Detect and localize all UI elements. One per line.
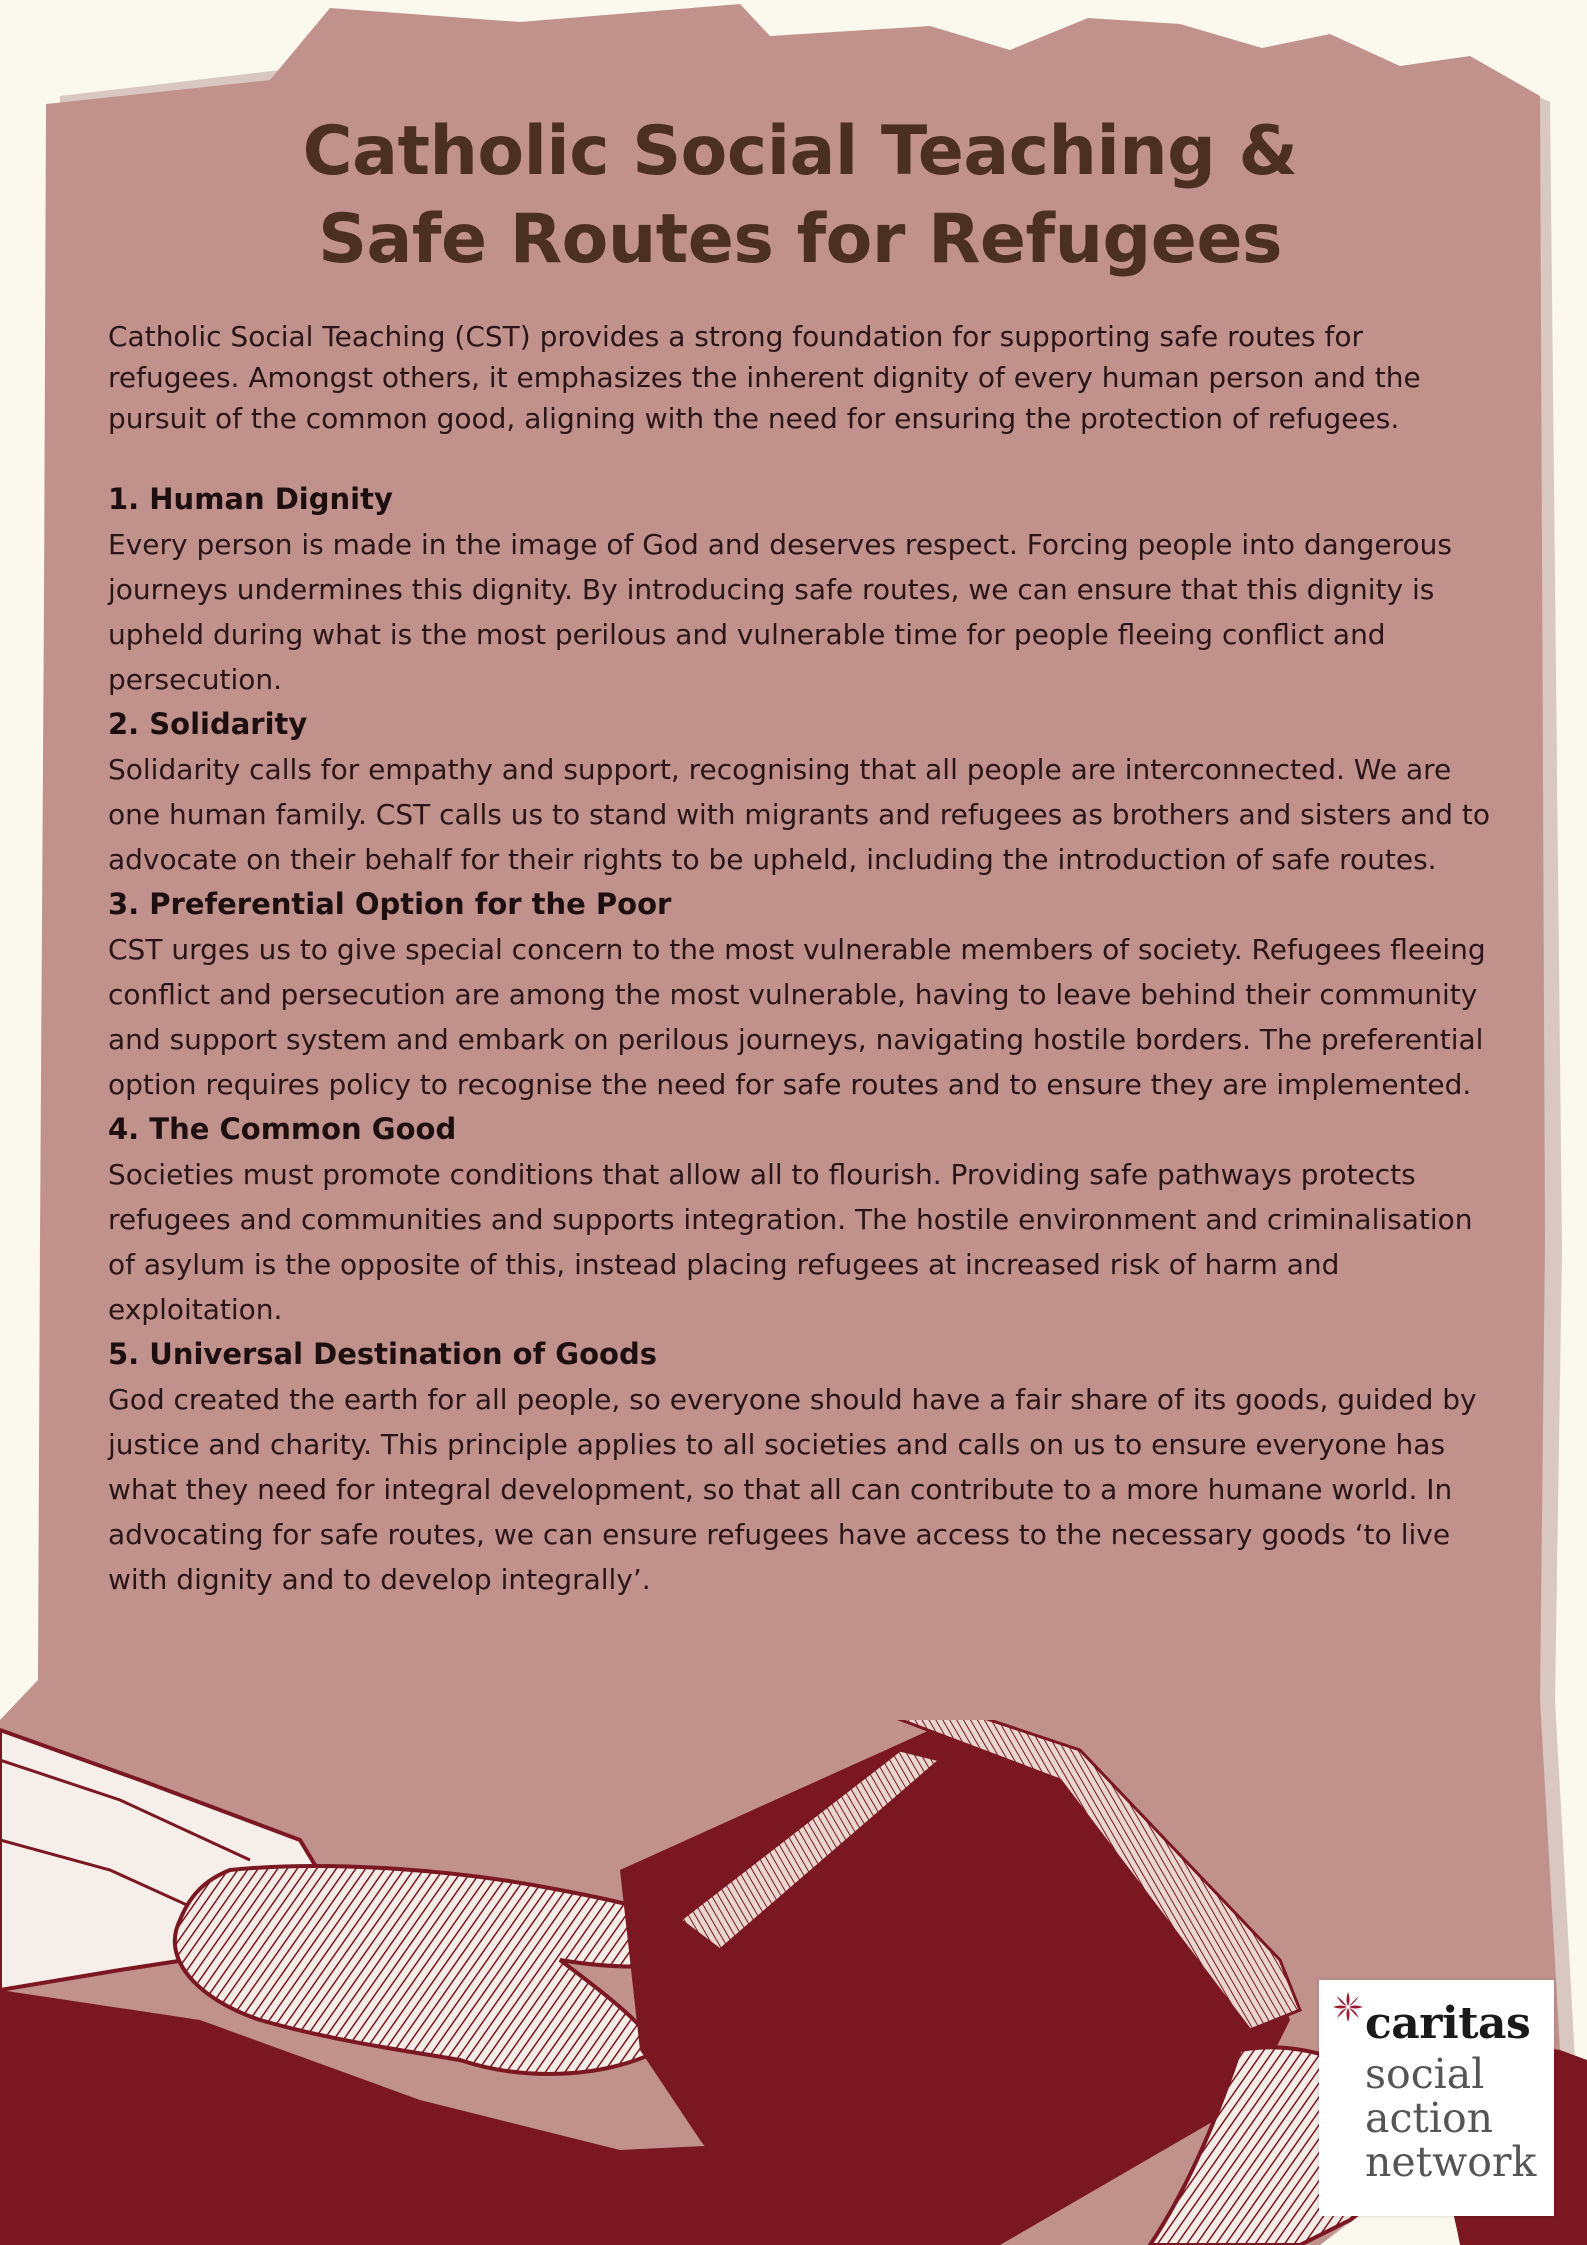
logo-line-network: network	[1365, 2138, 1537, 2186]
principle-common-good	[108, 1107, 1508, 1332]
section-body: CST urges us to give special concern to the most vulnerable members of society. Refugees fleeing conflict and persecution are among the most vulnerable, having to leave behind their community and support system and embark on perilous journeys, navigating hostile borders. The preferential option requires policy to recognise the need for safe routes and to ensure they are implemented.	[108, 933, 1486, 1101]
section-body: Societies must promote conditions that allow all to flourish. Providing safe pathways protects refugees and communities and supports integration. The hostile environment and criminalisation of asylum is the opposite of this, instead placing refugees at increased risk of harm and exploitation.	[108, 1158, 1473, 1326]
principle-preferential-option	[108, 882, 1508, 1107]
section-heading: 5. Universal Destination of Goods	[108, 1337, 657, 1371]
title-line-2: Safe Routes for Refugees	[318, 200, 1282, 279]
principle-solidarity	[108, 702, 1508, 882]
section-heading: 2. Solidarity	[108, 707, 308, 741]
section-heading: 4. The Common Good	[108, 1112, 457, 1146]
principle-universal-destination	[108, 1332, 1508, 1602]
caritas-flame-cross-icon	[1333, 1992, 1363, 2022]
section-body: Every person is made in the image of God and deserves respect. Forcing people into dangerous journeys undermines this dignity. By introducing safe routes, we can ensure that this dignity is upheld during what is the most perilous and vulnerable time for people fleeing conflict and persecution.	[108, 528, 1452, 696]
section-body: Solidarity calls for empathy and support, recognising that all people are interconnected. We are one human family. CST calls us to stand with migrants and refugees as brothers and sisters and to advocate on their behalf for their rights to be upheld, including the introduction of safe routes.	[108, 753, 1490, 876]
section-heading: 3. Preferential Option for the Poor	[108, 887, 672, 921]
logo-line-action: action	[1365, 2094, 1494, 2142]
principles-list	[108, 477, 1508, 1602]
page-title	[100, 108, 1500, 284]
section-heading: 1. Human Dignity	[108, 482, 393, 516]
section-body: God created the earth for all people, so everyone should have a fair share of its goods, guided by justice and charity. This principle applies to all societies and calls on us to ensure everyone has what they need for integral development, so that all can contribute to a more humane world. In advocating for safe routes, we can ensure refugees have access to the necessary goods ‘to live with dignity and to develop integrally’.	[108, 1383, 1477, 1596]
intro-paragraph: Catholic Social Teaching (CST) provides a strong foundation for supporting safe routes for refugees. Amongst others, it emphasizes the inherent dignity of every human person and the pursuit of the common good, aligning with the need for ensuring the protection of refugees.	[108, 320, 1421, 435]
title-line-1: Catholic Social Teaching &	[302, 112, 1298, 191]
principle-human-dignity	[108, 477, 1508, 702]
caritas-logo	[1319, 1980, 1554, 2216]
logo-line-social: social	[1365, 2050, 1485, 2098]
logo-brand-name: caritas	[1365, 1998, 1531, 2049]
document-content	[108, 108, 1508, 1602]
